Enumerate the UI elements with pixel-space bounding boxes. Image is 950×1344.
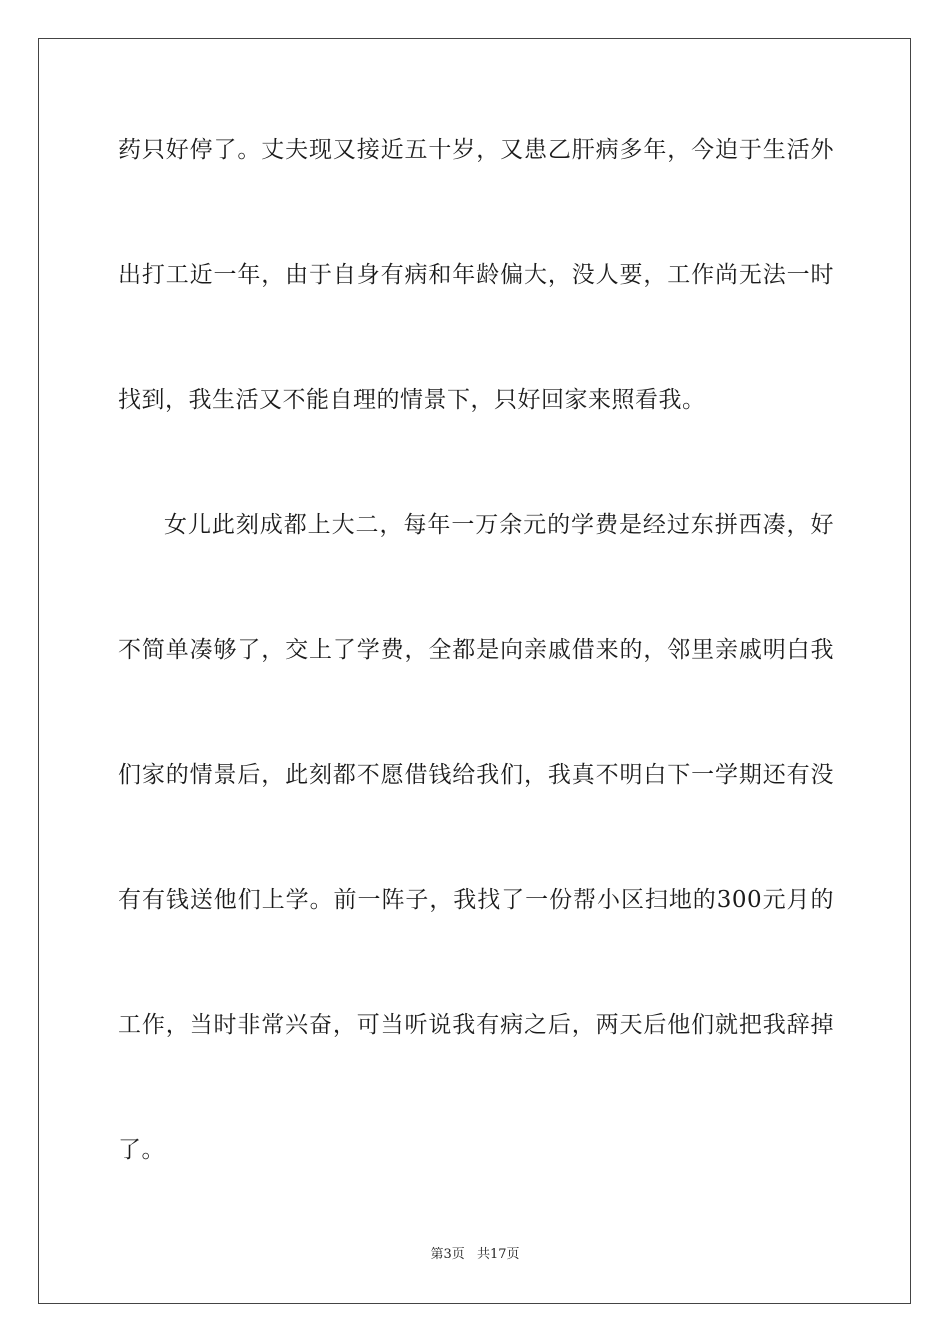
text-line-6: 们家的情景后，此刻都不愿借钱给我们，我真不明白下一学期还有没 [118,762,834,788]
text-line-4: 女儿此刻成都上大二，每年一万余元的学费是经过东拼西凑，好 [164,512,834,538]
page-footer [0,1246,950,1264]
page-border [38,38,911,1304]
text-line-9: 了。 [118,1137,165,1163]
text-line-7: 有有钱送他们上学。前一阵子，我找了一份帮小区扫地的300元月的 [118,887,834,913]
page-number-total: 共17页 [476,1247,520,1262]
text-line-8: 工作，当时非常兴奋，可当听说我有病之后，两天后他们就把我辞掉 [118,1012,834,1038]
text-line-3: 找到，我生活又不能自理的情景下，只好回家来照看我。 [118,387,706,413]
text-line-2: 出打工近一年，由于自身有病和年龄偏大，没人要，工作尚无法一时 [118,262,834,288]
text-line-5: 不简单凑够了，交上了学费，全都是向亲戚借来的，邻里亲戚明白我 [118,637,834,663]
page-number-current: 第3页 [430,1247,465,1262]
text-line-1: 药只好停了。丈夫现又接近五十岁，又患乙肝病多年，今迫于生活外 [118,137,834,163]
